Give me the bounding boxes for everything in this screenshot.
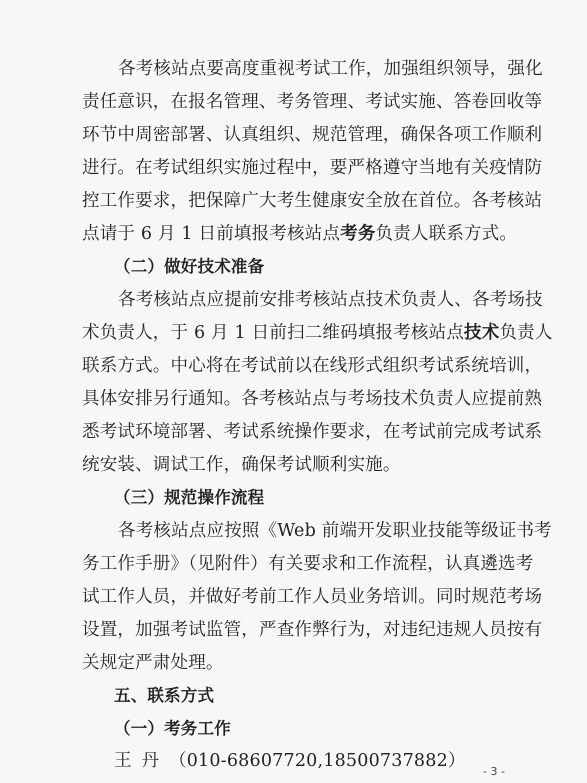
section-heading-tech: （二）做好技术准备 bbox=[114, 257, 265, 276]
paragraph-line: 务工作手册》（见附件）有关要求和工作流程，认真遴选考 bbox=[82, 554, 534, 574]
paragraph-text: 术负责人，于 6 月 1 日前扫二维码填报考核站点 bbox=[82, 323, 465, 343]
paragraph-line: 各考核站点应按照《Web 前端开发职业技能等级证书考 bbox=[118, 521, 552, 541]
page-number: - 3 - bbox=[483, 765, 505, 778]
contact-line bbox=[114, 750, 466, 772]
contact-phone: （010-68607720,18500737882） bbox=[169, 751, 466, 771]
paragraph-line: 联系方式。中心将在考试前以在线形式组织考试系统培训， bbox=[82, 356, 543, 376]
paragraph-line: 统安装、调试工作，确保考试顺利实施。 bbox=[82, 455, 401, 475]
contact-name: 王丹 bbox=[114, 751, 169, 771]
paragraph-text: 负责人联系方式。 bbox=[375, 224, 518, 244]
paragraph-line: 设置，加强考试监管，严查作弊行为，对违纪违规人员按有 bbox=[82, 620, 543, 640]
paragraph-line: 关规定严肃处理。 bbox=[82, 653, 224, 673]
paragraph-line: 各考核站点应提前安排考核站点技术负责人、各考场技 bbox=[118, 290, 543, 310]
paragraph-line: 各考核站点要高度重视考试工作，加强组织领导，强化 bbox=[118, 59, 543, 79]
paragraph-line: 进行。在考试组织实施过程中，要严格遵守当地有关疫情防 bbox=[82, 158, 543, 178]
paragraph-line: 环节中周密部署、认真组织、规范管理，确保各项工作顺利 bbox=[82, 125, 543, 145]
paragraph-line bbox=[82, 223, 517, 245]
paragraph-line: 责任意识，在报名管理、考务管理、考试实施、答卷回收等 bbox=[82, 92, 543, 112]
emphasis-text: 考务 bbox=[340, 224, 376, 244]
paragraph-text: 负责人 bbox=[499, 323, 553, 343]
paragraph-line: 控工作要求，把保障广大考生健康安全放在首位。各考核站 bbox=[82, 191, 543, 211]
section-heading-contact: 五、联系方式 bbox=[114, 686, 215, 705]
paragraph-line: 试工作人员，并做好考前工作人员业务培训。同时规范考场 bbox=[82, 587, 543, 607]
section-heading-process: （三）规范操作流程 bbox=[114, 488, 265, 507]
emphasis-text: 技术 bbox=[464, 323, 500, 343]
section-heading-exam-affairs: （一）考务工作 bbox=[114, 719, 231, 738]
paragraph-line: 具体安排另行通知。各考核站点与考场技术负责人应提前熟 bbox=[82, 389, 543, 409]
paragraph-line bbox=[82, 322, 553, 344]
paragraph-line: 悉考试环境部署、考试系统操作要求，在考试前完成考试系 bbox=[82, 422, 543, 442]
paragraph-text: 点请于 6 月 1 日前填报考核站点 bbox=[82, 224, 341, 244]
